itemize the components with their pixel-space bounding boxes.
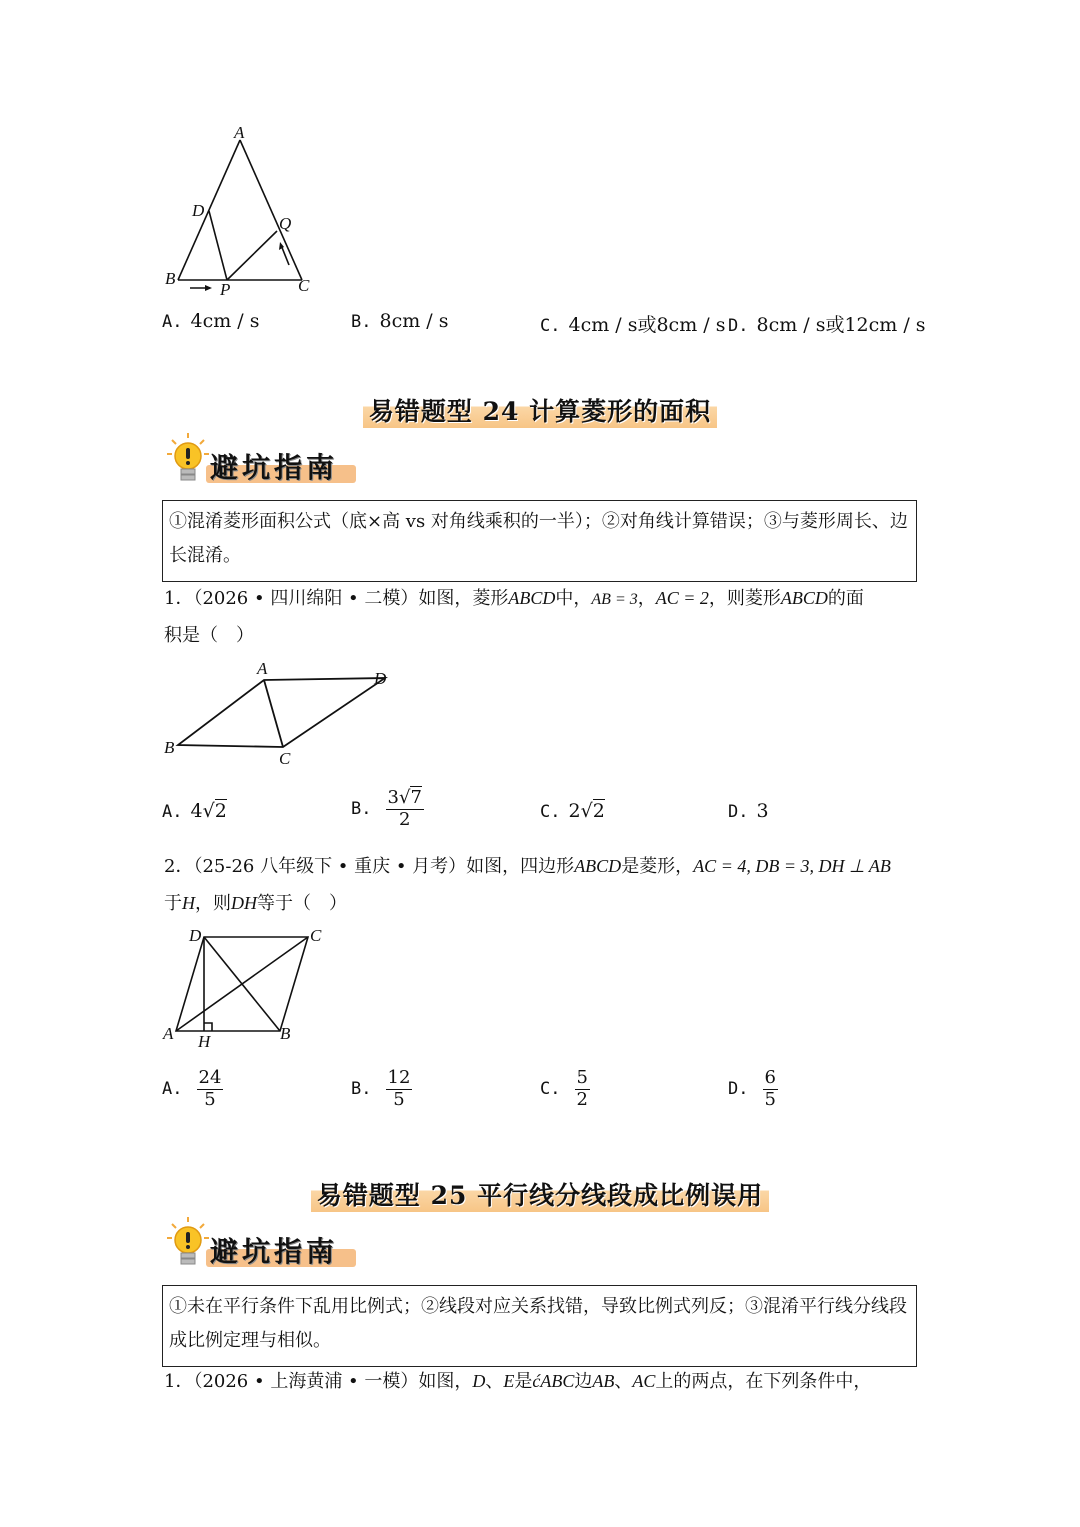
section-24-title: 易错题型 24 计算菱形的面积 (0, 392, 1080, 428)
lightbulb-icon (166, 432, 210, 488)
option-d: D. 8cm / s或12cm / s (728, 314, 926, 336)
label-C: C (279, 749, 291, 768)
label-Q: Q (279, 214, 292, 233)
guide-banner-24 (166, 432, 356, 488)
label-B: B (280, 1024, 291, 1043)
label-A: A (257, 659, 268, 678)
question-24-2: 2．（25-26 八年级下 • 重庆 • 月考）如图，四边形ABCD是菱形，AC = 4, DB = 3, DH ⊥ AB 于H，则DH等于（ ） (164, 856, 891, 914)
label-A: A (234, 125, 245, 142)
label-H: H (198, 1032, 211, 1051)
option-b: B. 8cm / s (351, 310, 449, 332)
guide-title-24: 避坑指南 (210, 451, 339, 484)
fraction: $\frac{24}{5}$ (198, 1067, 222, 1110)
option-b: B. $\frac{12}{5}$ (351, 1067, 411, 1110)
fraction: $\frac{6}{5}$ (764, 1067, 776, 1110)
label-B: B (164, 738, 175, 757)
option-a: A. 4√2 (162, 800, 227, 822)
lightbulb-icon (166, 1216, 210, 1272)
option-c: C. 2√2 (540, 800, 605, 822)
fraction: $\frac{5}{2}$ (576, 1067, 588, 1110)
label-D: D (374, 669, 387, 688)
label-A: A (163, 1024, 174, 1043)
option-c: C. 4cm / s或8cm / s (540, 314, 726, 336)
guide-title-25: 避坑指南 (210, 1235, 339, 1268)
label-P: P (220, 280, 231, 299)
option-d: D. $\frac{6}{5}$ (728, 1067, 776, 1110)
label-C: C (298, 276, 310, 295)
label-C: C (310, 926, 322, 945)
guide-banner-25 (166, 1216, 356, 1272)
question-25-1: 1．（2026 • 上海黄浦 • 一模）如图，D、E是ćABC边AB、AC上的两点，在下列条件中， (164, 1371, 872, 1392)
fraction: $\frac{3√7}{2}$ (387, 787, 422, 830)
option-c: C. $\frac{5}{2}$ (540, 1067, 588, 1110)
section-25-title: 易错题型 25 平行线分线段成比例误用 (0, 1176, 1080, 1212)
label-B: B (165, 269, 176, 288)
question-24-1: 1．（2026 • 四川绵阳 • 二模）如图，菱形ABCD中，AB = 3，AC = 2，则菱形ABCD的面 积是（ ） (164, 588, 864, 646)
guide-box-25: ①未在平行条件下乱用比例式；②线段对应关系找错，导致比例式列反；③混淆平行线分线段成比例定理与相似。 (162, 1285, 917, 1367)
option-d: D. 3 (728, 800, 769, 822)
rhombus-altitude-figure (160, 925, 335, 1053)
rhombus-figure (160, 655, 400, 770)
triangle-figure (160, 125, 330, 300)
label-D: D (189, 926, 202, 945)
guide-box-24: ①混淆菱形面积公式（底×高 vs 对角线乘积的一半）；②对角线计算错误；③与菱形周长、边长混淆。 (162, 500, 917, 582)
label-D: D (192, 201, 205, 220)
option-a: A. 4cm / s (162, 310, 260, 332)
option-a: A. $\frac{24}{5}$ (162, 1067, 222, 1110)
fraction: $\frac{12}{5}$ (387, 1067, 411, 1110)
option-b: B. $\frac{3√7}{2}$ (351, 787, 422, 830)
